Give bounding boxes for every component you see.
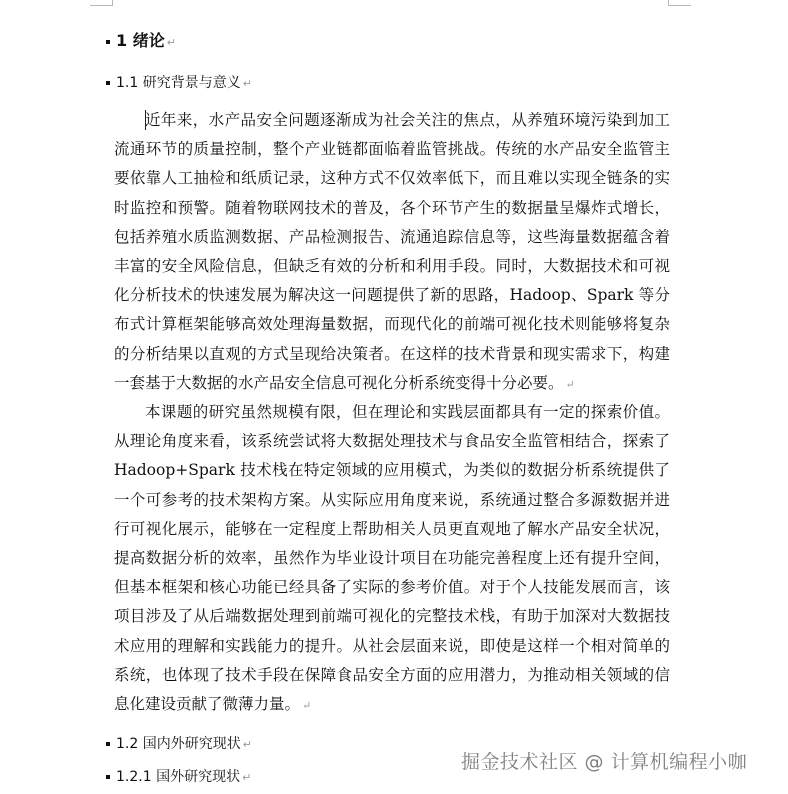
body-paragraph-2-text: 本课题的研究虽然规模有限，但在理论和实践层面都具有一定的探索价值。从理论角度来看，该系统尝试将大数据处理技术与食品安全监管相结合，探索了 Hadoop+Spark 技术栈在特定领域的应用模式，为类似的数据分析系统提供了一个可参考的技术架构方案。从实际应用角度来说，系统通过整合多源数据并进行可视化展示，能够在一定程度上帮助相关人员更直观地了解水产品安全状况，提高数据分析的效率，虽然作为毕业设计项目在功能完善程度上还有提升空间，但基本框架和核心功能已经具备了实际的参考价值。对于个人技能发展而言，该项目涉及了从后端数据处理到前端可视化的完整技术栈，有助于加深对大数据技术应用的理解和实践能力的提升。从社会层面来说，即使是这样一个相对简单的系统，也体现了技术手段在保障食品安全方面的应用潜力，为推动相关领域的信息化建设贡献了微薄力量。 [114,403,670,714]
body-paragraph-2[interactable] [114,398,670,720]
paragraph-mark-icon: ↵ [242,77,252,90]
heading-chapter-1-text: 1 绪论 [116,31,165,50]
watermark-text: 掘金技术社区 @ 计算机编程小咖 [461,751,748,773]
body-paragraph-1-text: 近年来，水产品安全问题逐渐成为社会关注的焦点，从养殖环境污染到加工流通环节的质量控制，整个产业链都面临着监管挑战。传统的水产品安全监管主要依靠人工抽检和纸质记录，这种方式不仅效率低下，而且难以实现全链条的实时监控和预警。随着物联网技术的普及，各个环节产生的数据量呈爆炸式增长，包括养殖水质监测数据、产品检测报告、流通追踪信息等，这些海量数据蕴含着丰富的安全风险信息，但缺乏有效的分析和利用手段。同时，大数据技术和可视化分析技术的快速发展为解决这一问题提供了新的思路，Hadoop、Spark 等分布式计算框架能够高效处理海量数据，而现代化的前端可视化技术则能够将复杂的分析结果以直观的方式呈现给决策者。在这样的技术背景和现实需求下，构建一套基于大数据的水产品安全信息可视化分析系统变得十分必要。 [114,111,670,392]
heading-bullet-icon [106,742,110,746]
heading-section-1-1[interactable] [106,72,252,92]
heading-section-1-2-1-text: 1.2.1 国外研究现状 [116,769,241,785]
paragraph-mark-icon: ↵ [242,771,252,784]
heading-section-1-2-text: 1.2 国内外研究现状 [116,736,241,752]
paragraph-mark-icon: ↵ [242,738,252,751]
heading-bullet-icon [106,40,110,44]
heading-section-1-1-text: 1.1 研究背景与意义 [116,75,241,91]
page-corner-mark-right [668,0,691,6]
body-paragraph-1[interactable] [114,106,670,399]
paragraph-mark-icon: ↵ [565,377,575,391]
heading-section-1-2[interactable] [106,733,252,753]
heading-bullet-icon [106,775,110,779]
page-corner-mark-left [90,0,113,6]
paragraph-mark-icon: ↵ [166,36,176,49]
heading-section-1-2-1[interactable] [106,766,251,786]
paragraph-mark-icon: ↵ [302,699,312,713]
heading-chapter-1[interactable] [106,28,176,51]
heading-bullet-icon [106,81,110,85]
